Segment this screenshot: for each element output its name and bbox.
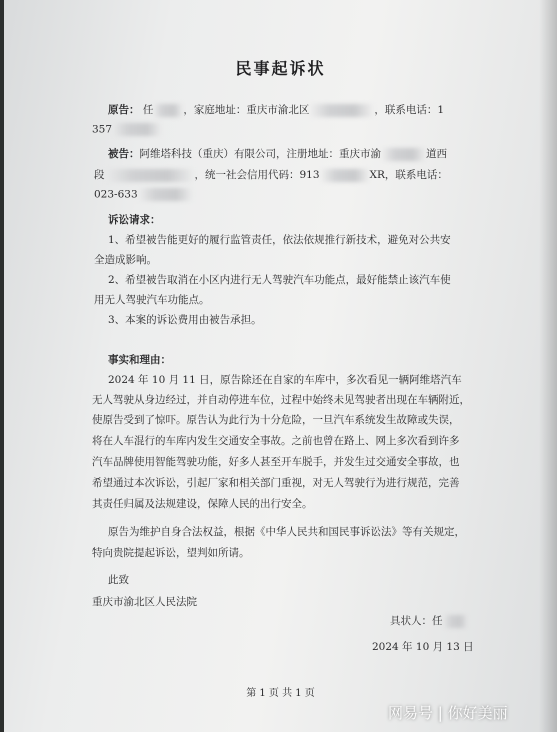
- defendant-address-cont: 段: [94, 169, 105, 181]
- claim-2-line-2: 用无人驾驶汽车功能点。: [94, 294, 210, 306]
- court-name: 重庆市渝北区人民法院: [92, 596, 197, 608]
- facts-line-4: 将在人车混行的车库内发生交通安全事故。之前也曾在路上、网上多次看到许多: [92, 435, 460, 447]
- claims-heading: 诉讼请求：: [108, 214, 161, 226]
- redaction: [320, 169, 370, 182]
- facts-line-6: 希望通过本次诉讼，引起厂家和相关部门重视，对无人驾驶行为进行规范，完善: [92, 477, 460, 489]
- closing: 此致: [108, 574, 129, 586]
- complaint-document: [4, 0, 557, 732]
- redaction: [153, 104, 183, 117]
- claim-1-line-1: 1、希望被告能更好的履行监管责任，依法依规推行新技术，避免对公共安: [108, 234, 451, 246]
- defendant-company: 阿维塔科技（重庆）有限公司，注册地址：重庆市渝: [139, 148, 381, 160]
- filing-date: 2024 年 10 月 13 日: [372, 641, 474, 653]
- defendant-label: 被告：: [108, 148, 140, 160]
- claim-1-line-2: 全造成影响。: [94, 254, 157, 266]
- redaction: [381, 148, 426, 161]
- defendant-line-2: [94, 167, 448, 182]
- redaction: [105, 169, 195, 182]
- defendant-address-end: 道西: [426, 148, 447, 160]
- claim-2-line-1: 2、希望被告取消在小区内进行无人驾驶汽车功能点，最好能禁止该汽车使: [108, 274, 451, 286]
- watermark: 网易号 | 你好美丽: [388, 704, 508, 722]
- defendant-phone: 023-633: [94, 188, 138, 201]
- facts-heading: 事实和理由：: [108, 354, 171, 366]
- plaintiff-line-2: [92, 123, 162, 136]
- defendant-credit-code: ，统一社会信用代码：913: [194, 169, 320, 181]
- defendant-line-3: [94, 188, 193, 201]
- basis-line-2: 特向贵院提起诉讼，望判如所请。: [92, 547, 250, 559]
- plaintiff-label: 原告：: [108, 104, 140, 116]
- signer-label: 具状人：任: [390, 615, 443, 627]
- plaintiff-phone-label: ，联系电话：1: [374, 104, 445, 116]
- basis-line-1: 原告为维护自身合法权益，根据《中华人民共和国民事诉讼法》等有关规定，: [108, 526, 465, 538]
- redaction: [138, 188, 193, 201]
- redaction: [309, 104, 374, 117]
- facts-line-7: 其责任归属及法规建设，保障人民的出行安全。: [92, 498, 313, 510]
- plaintiff-phone-cont: 357: [92, 123, 113, 136]
- signer: [390, 613, 468, 628]
- facts-line-1: 2024 年 10 月 11 日，原告除还在自家的车库中，多次看见一辆阿维塔汽车: [108, 374, 462, 386]
- redaction: [112, 123, 162, 136]
- defendant-line-1: [108, 146, 447, 161]
- page-edge-shadow: [539, 0, 557, 732]
- plaintiff-line-1: [108, 102, 444, 117]
- defendant-phone-label: XR，联系电话：: [369, 169, 448, 181]
- document-title: 民事起诉状: [235, 59, 326, 78]
- plaintiff-name: 任: [142, 104, 154, 116]
- facts-line-5: 汽车品牌使用智能驾驶功能，好多人甚至开车脱手，并发生过交通安全事故，也: [92, 456, 460, 468]
- facts-line-2: 无人驾驶从身边经过，并自动停进车位，过程中始终未见驾驶者出现在车辆附近，: [92, 394, 470, 406]
- plaintiff-address: ，家庭地址：重庆市渝北区: [183, 104, 310, 116]
- facts-line-3: 使原告受到了惊吓。原告认为此行为十分危险，一旦汽车系统发生故障或失误，: [92, 414, 460, 426]
- claim-3: 3、本案的诉讼费用由被告承担。: [108, 314, 262, 326]
- redaction: [443, 615, 468, 628]
- page-footer: 第 1 页 共 1 页: [246, 688, 315, 699]
